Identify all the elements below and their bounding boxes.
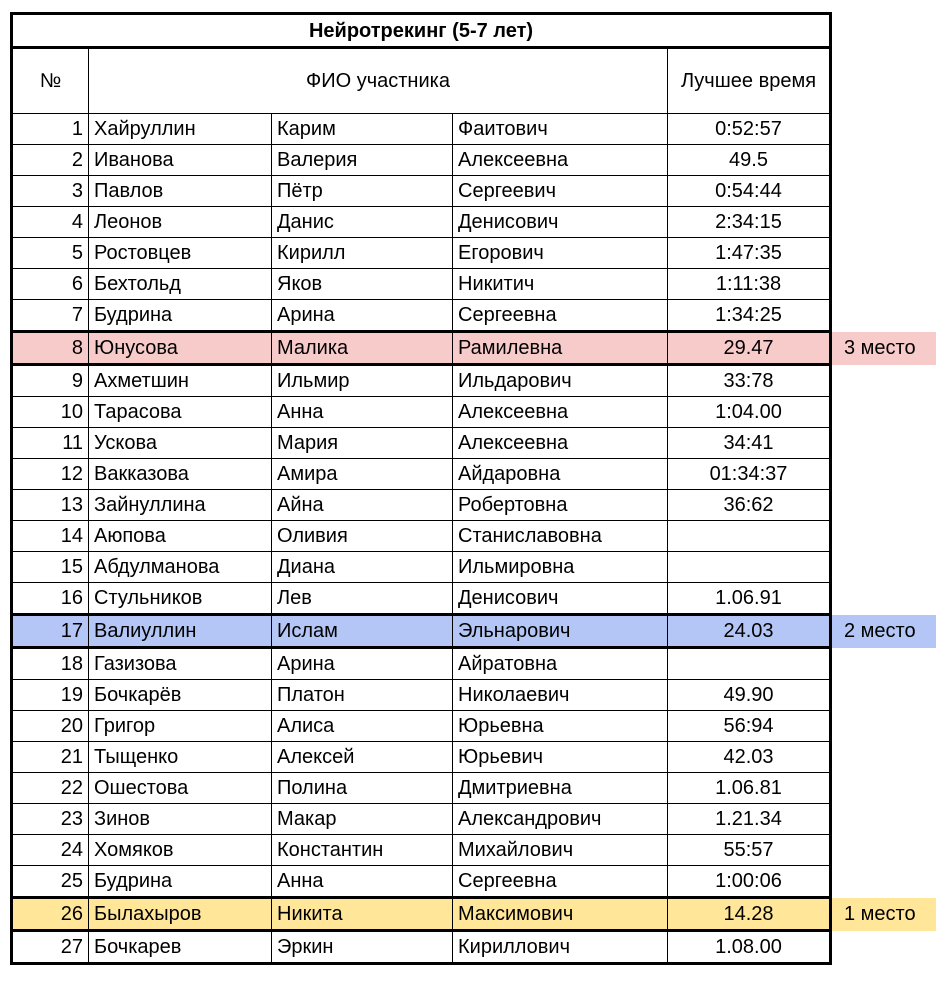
cell-patronymic: Фаитович [453, 114, 668, 145]
place-label [831, 866, 936, 898]
cell-last-name: Вакказова [89, 459, 272, 490]
table-row [12, 490, 936, 521]
results-table [10, 12, 936, 965]
header-row [12, 48, 936, 114]
table-row [12, 680, 936, 711]
cell-first-name: Анна [272, 866, 453, 898]
place-label [831, 114, 936, 145]
cell-last-name: Ускова [89, 428, 272, 459]
cell-num: 3 [12, 176, 89, 207]
cell-last-name: Бочкарёв [89, 680, 272, 711]
cell-first-name: Данис [272, 207, 453, 238]
place-label [831, 804, 936, 835]
cell-last-name: Григор [89, 711, 272, 742]
cell-num: 8 [12, 332, 89, 365]
cell-patronymic: Юрьевич [453, 742, 668, 773]
cell-best-time: 56:94 [668, 711, 831, 742]
place-label [831, 176, 936, 207]
cell-patronymic: Никитич [453, 269, 668, 300]
cell-best-time [668, 648, 831, 680]
header-best-time: Лучшее время [668, 48, 831, 114]
cell-first-name: Малика [272, 332, 453, 365]
cell-patronymic: Сергеевич [453, 176, 668, 207]
place-label [831, 648, 936, 680]
cell-last-name: Хайруллин [89, 114, 272, 145]
cell-best-time: 0:52:57 [668, 114, 831, 145]
cell-patronymic: Сергеевна [453, 866, 668, 898]
table-row [12, 114, 936, 145]
cell-num: 21 [12, 742, 89, 773]
table-row [12, 804, 936, 835]
cell-num: 27 [12, 931, 89, 964]
cell-num: 6 [12, 269, 89, 300]
place-label [831, 207, 936, 238]
cell-num: 12 [12, 459, 89, 490]
cell-last-name: Будрина [89, 300, 272, 332]
cell-best-time: 36:62 [668, 490, 831, 521]
table-row [12, 931, 936, 964]
cell-best-time: 1.06.91 [668, 583, 831, 615]
cell-first-name: Валерия [272, 145, 453, 176]
cell-patronymic: Ильмировна [453, 552, 668, 583]
table-row [12, 648, 936, 680]
cell-last-name: Леонов [89, 207, 272, 238]
cell-patronymic: Станиславовна [453, 521, 668, 552]
cell-best-time: 55:57 [668, 835, 831, 866]
table-row [12, 866, 936, 898]
cell-best-time: 14.28 [668, 898, 831, 931]
cell-num: 23 [12, 804, 89, 835]
cell-first-name: Полина [272, 773, 453, 804]
table-row [12, 615, 936, 648]
cell-num: 14 [12, 521, 89, 552]
cell-num: 22 [12, 773, 89, 804]
place-label [831, 459, 936, 490]
cell-patronymic: Максимович [453, 898, 668, 931]
cell-best-time: 1:00:06 [668, 866, 831, 898]
table-row [12, 742, 936, 773]
cell-patronymic: Рамилевна [453, 332, 668, 365]
cell-patronymic: Кириллович [453, 931, 668, 964]
table-row [12, 428, 936, 459]
cell-last-name: Хомяков [89, 835, 272, 866]
place-label [831, 490, 936, 521]
cell-last-name: Стульников [89, 583, 272, 615]
cell-patronymic: Айдаровна [453, 459, 668, 490]
cell-patronymic: Егорович [453, 238, 668, 269]
place-label [831, 397, 936, 428]
cell-best-time: 24.03 [668, 615, 831, 648]
place-label: 3 место [831, 332, 936, 365]
cell-first-name: Пётр [272, 176, 453, 207]
place-label [831, 931, 936, 964]
table-row [12, 583, 936, 615]
cell-first-name: Оливия [272, 521, 453, 552]
cell-best-time: 1:47:35 [668, 238, 831, 269]
cell-patronymic: Юрьевна [453, 711, 668, 742]
table-row [12, 365, 936, 397]
cell-best-time: 1.08.00 [668, 931, 831, 964]
table-row [12, 269, 936, 300]
cell-first-name: Эркин [272, 931, 453, 964]
cell-last-name: Былахыров [89, 898, 272, 931]
cell-num: 17 [12, 615, 89, 648]
cell-first-name: Айна [272, 490, 453, 521]
cell-last-name: Иванова [89, 145, 272, 176]
cell-best-time [668, 552, 831, 583]
cell-num: 16 [12, 583, 89, 615]
cell-first-name: Алиса [272, 711, 453, 742]
cell-num: 9 [12, 365, 89, 397]
cell-first-name: Макар [272, 804, 453, 835]
cell-patronymic: Михайлович [453, 835, 668, 866]
place-label [831, 583, 936, 615]
cell-num: 15 [12, 552, 89, 583]
cell-first-name: Амира [272, 459, 453, 490]
place-label [831, 742, 936, 773]
cell-first-name: Яков [272, 269, 453, 300]
cell-last-name: Павлов [89, 176, 272, 207]
cell-patronymic: Алексеевна [453, 145, 668, 176]
header-num: № [12, 48, 89, 114]
place-label [831, 428, 936, 459]
cell-best-time: 1:04.00 [668, 397, 831, 428]
table-row [12, 145, 936, 176]
cell-num: 26 [12, 898, 89, 931]
cell-first-name: Алексей [272, 742, 453, 773]
cell-patronymic: Сергеевна [453, 300, 668, 332]
cell-last-name: Тыщенко [89, 742, 272, 773]
table-row [12, 332, 936, 365]
cell-first-name: Мария [272, 428, 453, 459]
results-sheet [10, 12, 936, 965]
cell-last-name: Бочкарев [89, 931, 272, 964]
cell-first-name: Никита [272, 898, 453, 931]
cell-first-name: Диана [272, 552, 453, 583]
cell-patronymic: Алексеевна [453, 397, 668, 428]
cell-last-name: Валиуллин [89, 615, 272, 648]
cell-best-time: 1:11:38 [668, 269, 831, 300]
cell-best-time [668, 521, 831, 552]
cell-patronymic: Александрович [453, 804, 668, 835]
cell-first-name: Арина [272, 648, 453, 680]
place-label: 1 место [831, 898, 936, 931]
cell-num: 4 [12, 207, 89, 238]
table-row [12, 773, 936, 804]
place-label [831, 773, 936, 804]
cell-last-name: Зинов [89, 804, 272, 835]
cell-patronymic: Робертовна [453, 490, 668, 521]
table-row [12, 835, 936, 866]
cell-last-name: Бехтольд [89, 269, 272, 300]
cell-num: 1 [12, 114, 89, 145]
cell-patronymic: Эльнарович [453, 615, 668, 648]
cell-last-name: Ахметшин [89, 365, 272, 397]
cell-best-time: 29.47 [668, 332, 831, 365]
cell-best-time: 2:34:15 [668, 207, 831, 238]
table-title: Нейротрекинг (5-7 лет) [12, 14, 831, 48]
cell-patronymic: Денисович [453, 583, 668, 615]
place-label: 2 место [831, 615, 936, 648]
cell-num: 13 [12, 490, 89, 521]
place-label [831, 238, 936, 269]
cell-num: 24 [12, 835, 89, 866]
cell-num: 10 [12, 397, 89, 428]
cell-num: 20 [12, 711, 89, 742]
cell-last-name: Ростовцев [89, 238, 272, 269]
table-row [12, 459, 936, 490]
cell-last-name: Зайнуллина [89, 490, 272, 521]
cell-best-time: 01:34:37 [668, 459, 831, 490]
cell-first-name: Ислам [272, 615, 453, 648]
header-name: ФИО участника [89, 48, 668, 114]
table-row [12, 711, 936, 742]
cell-first-name: Платон [272, 680, 453, 711]
cell-num: 7 [12, 300, 89, 332]
cell-num: 5 [12, 238, 89, 269]
table-row [12, 521, 936, 552]
cell-last-name: Аюпова [89, 521, 272, 552]
cell-num: 19 [12, 680, 89, 711]
table-row [12, 207, 936, 238]
place-label [831, 680, 936, 711]
cell-best-time: 49.5 [668, 145, 831, 176]
cell-patronymic: Айратовна [453, 648, 668, 680]
cell-last-name: Юнусова [89, 332, 272, 365]
cell-patronymic: Дмитриевна [453, 773, 668, 804]
cell-num: 2 [12, 145, 89, 176]
table-row [12, 238, 936, 269]
cell-num: 25 [12, 866, 89, 898]
cell-best-time: 34:41 [668, 428, 831, 459]
cell-first-name: Арина [272, 300, 453, 332]
cell-first-name: Лев [272, 583, 453, 615]
cell-first-name: Анна [272, 397, 453, 428]
place-label [831, 835, 936, 866]
place-label [831, 365, 936, 397]
table-row [12, 300, 936, 332]
cell-first-name: Ильмир [272, 365, 453, 397]
cell-first-name: Кирилл [272, 238, 453, 269]
place-label [831, 552, 936, 583]
cell-first-name: Карим [272, 114, 453, 145]
table-row [12, 397, 936, 428]
cell-patronymic: Алексеевна [453, 428, 668, 459]
cell-last-name: Ошестова [89, 773, 272, 804]
cell-patronymic: Денисович [453, 207, 668, 238]
cell-patronymic: Николаевич [453, 680, 668, 711]
cell-last-name: Будрина [89, 866, 272, 898]
cell-first-name: Константин [272, 835, 453, 866]
table-row [12, 898, 936, 931]
place-label [831, 711, 936, 742]
cell-best-time: 1.06.81 [668, 773, 831, 804]
cell-num: 18 [12, 648, 89, 680]
cell-best-time: 1.21.34 [668, 804, 831, 835]
cell-patronymic: Ильдарович [453, 365, 668, 397]
place-label [831, 521, 936, 552]
cell-best-time: 1:34:25 [668, 300, 831, 332]
cell-best-time: 42.03 [668, 742, 831, 773]
table-row [12, 176, 936, 207]
place-label [831, 300, 936, 332]
cell-best-time: 33:78 [668, 365, 831, 397]
cell-last-name: Абдулманова [89, 552, 272, 583]
cell-best-time: 0:54:44 [668, 176, 831, 207]
place-label [831, 145, 936, 176]
cell-last-name: Газизова [89, 648, 272, 680]
cell-num: 11 [12, 428, 89, 459]
cell-best-time: 49.90 [668, 680, 831, 711]
table-row [12, 552, 936, 583]
place-label [831, 269, 936, 300]
title-row [12, 14, 936, 48]
cell-last-name: Тарасова [89, 397, 272, 428]
